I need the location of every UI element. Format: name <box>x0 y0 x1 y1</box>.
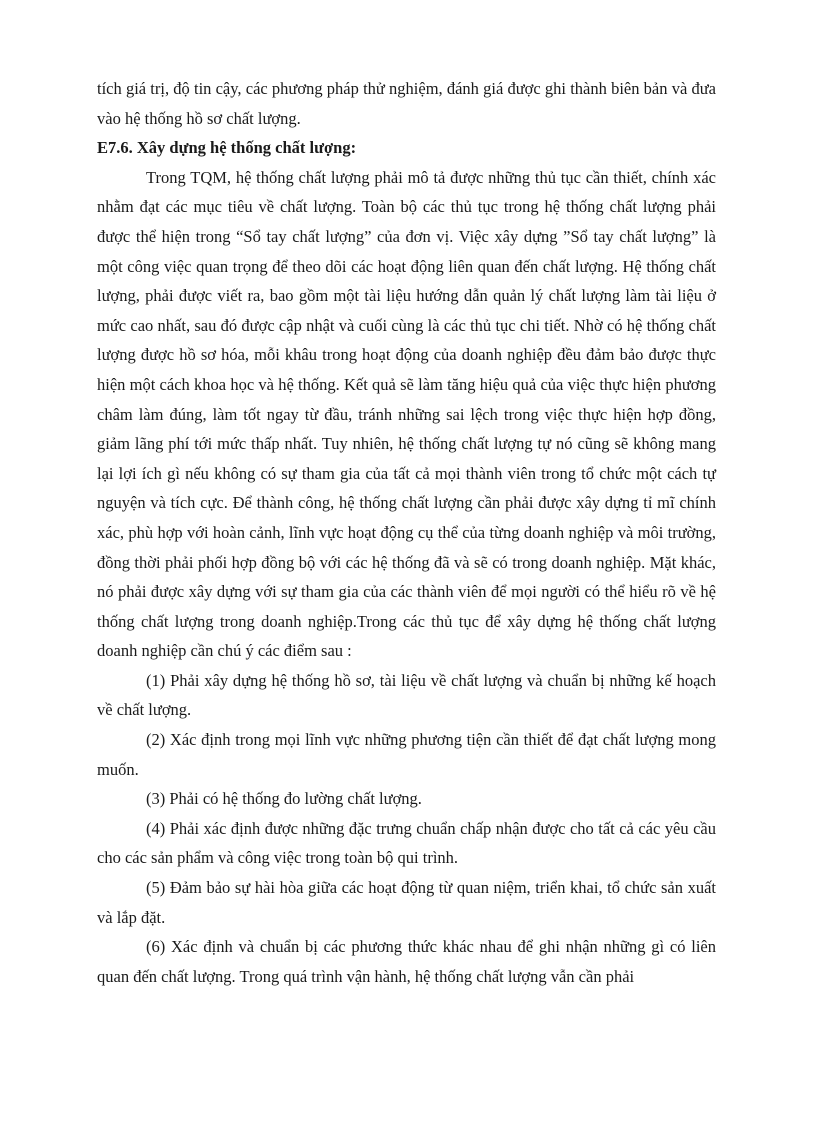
list-item: (2) Xác định trong mọi lĩnh vực những phương tiện cần thiết để đạt chất lượng mong muốn. <box>97 730 716 779</box>
list-item: (5) Đảm bảo sự hài hòa giữa các hoạt động từ quan niệm, triển khai, tổ chức sản xuất và lắp đặt. <box>97 878 716 927</box>
section-heading: E7.6. Xây dựng hệ thống chất lượng: <box>97 138 357 158</box>
requirements-list <box>97 666 716 992</box>
list-item: (6) Xác định và chuẩn bị các phương thức khác nhau để ghi nhận những gì có liên quan đến chất lượng. Trong quá trình vận hành, hệ thống chất lượng vẫn cần phải <box>97 937 716 986</box>
list-item: (4) Phải xác định được những đặc trưng chuẩn chấp nhận được cho tất cả các yêu cầu cho các sản phẩm và công việc trong toàn bộ qui trình. <box>97 818 716 868</box>
document-page <box>97 74 716 991</box>
intro-paragraph: tích giá trị, độ tin cậy, các phương pháp thử nghiệm, đánh giá được ghi thành biên bản và đưa vào hệ thống hồ sơ chất lượng. <box>97 79 716 128</box>
list-item: (3) Phải có hệ thống đo lường chất lượng. <box>146 789 422 809</box>
body-paragraph: Trong TQM, hệ thống chất lượng phải mô tả được những thủ tục cần thiết, chính xác nhằm đạt các mục tiêu về chất lượng. Toàn bộ các thủ tục trong hệ thống chất lượng phải được thể hiện trong “Sổ tay chất lượng” của đơn vị. Việc xây dựng ”Sổ tay chất lượng” là một công việc quan trọng để theo dõi các hoạt động liên quan đến chất lượng. Hệ thống chất lượng, phải được viết ra, bao gồm một tài liệu hướng dẫn quản lý chất lượng làm tài liệu ở mức cao nhất, sau đó được cập nhật và cuối cùng là các thủ tục chi tiết. Nhờ có hệ thống chất lượng được hồ sơ hóa, mỗi khâu trong hoạt động của doanh nghiệp đều đảm bảo được thực hiện một cách khoa học và hệ thống. Kết quả sẽ làm tăng hiệu quả của việc thực hiện phương châm làm đúng, làm tốt ngay từ đầu, tránh những sai lệch trong việc thực hiện hợp đồng, giảm lãng phí tới mức thấp nhất. Tuy nhiên, hệ thống chất lượng tự nó cũng sẽ không mang lại lợi ích gì nếu không có sự tham gia của tất cả mọi thành viên trong tổ chức một cách tự nguyện và tích cực. Để thành công, hệ thống chất lượng cần phải được xây dựng tỉ mĩ chính xác, phù hợp với hoàn cảnh, lĩnh vực hoạt động cụ thể của từng doanh nghiệp và môi trường, đồng thời phải phối hợp đồng bộ với các hệ thống đã và sẽ có trong doanh nghiệp. Mặt khác, nó phải được xây dựng với sự tham gia của các thành viên để mọi người có thể hiểu rõ về hệ thống chất lượng trong doanh nghiệp.Trong các thủ tục để xây dựng hệ thống chất lượng doanh nghiệp cần chú ý các điểm sau : <box>97 167 716 661</box>
list-item: (1) Phải xây dựng hệ thống hồ sơ, tài liệu về chất lượng và chuẩn bị những kế hoạch về chất lượng. <box>97 670 716 720</box>
